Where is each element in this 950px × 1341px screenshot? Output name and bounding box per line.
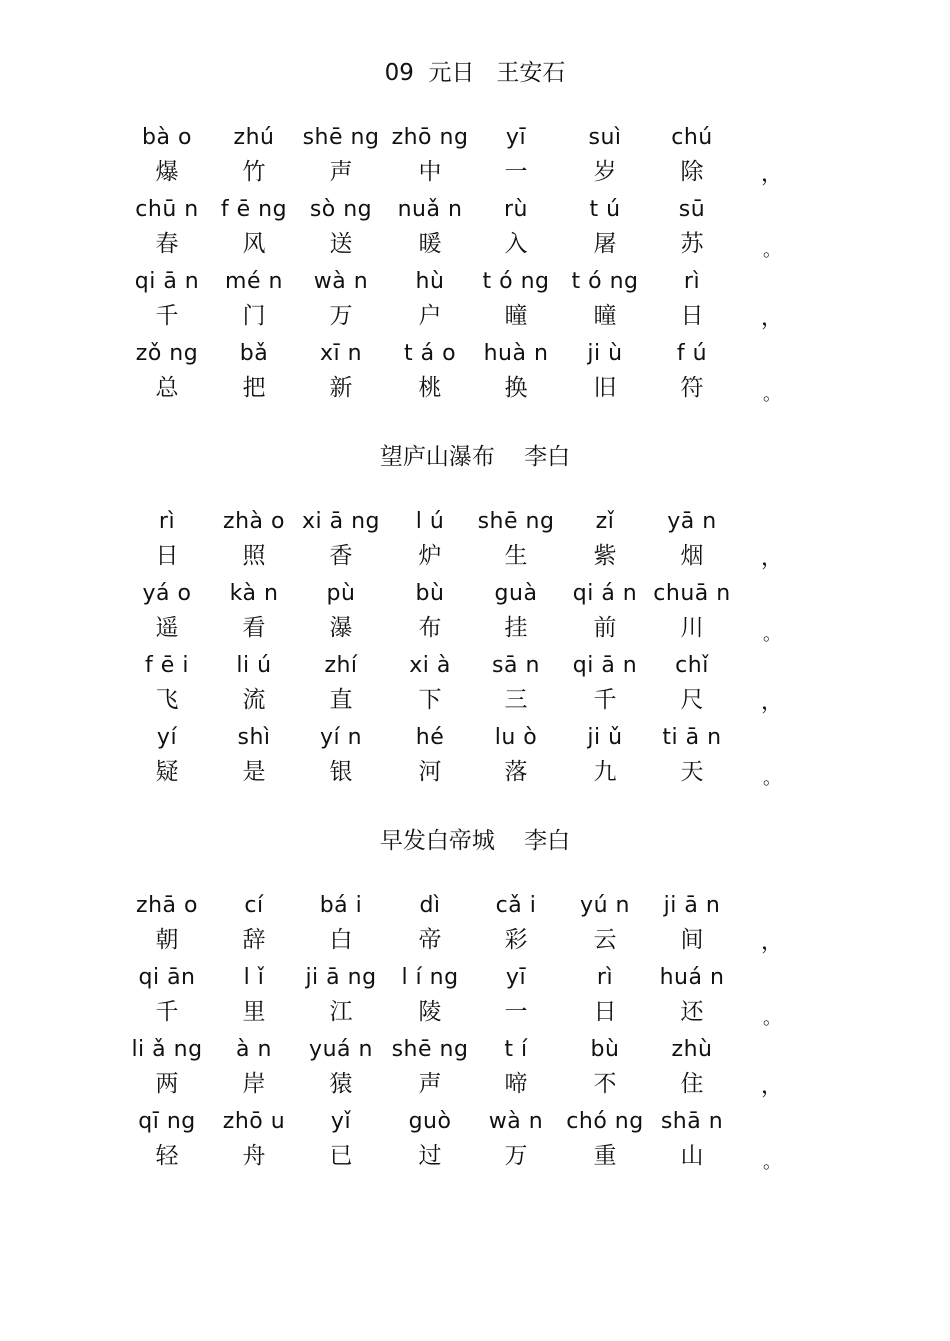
character-cell (123, 724, 211, 796)
character-cell (123, 124, 211, 196)
pinyin-label: yuá n (309, 1037, 373, 1062)
pinyin-label: rì (683, 269, 701, 294)
character-cell (386, 724, 474, 796)
pinyin-label: chú (671, 125, 713, 150)
hanzi-character: 重 (593, 1143, 617, 1169)
character-cell (561, 652, 649, 724)
hanzi-character: 千 (155, 999, 179, 1025)
poem-lines (0, 124, 950, 412)
comma-mark: ， (760, 1074, 783, 1099)
character-cell (472, 268, 560, 340)
pinyin-label: ji ā ng (305, 965, 377, 990)
pinyin-label: yí n (319, 725, 363, 750)
character-cell (210, 964, 298, 1036)
character-cell (210, 196, 298, 268)
pinyin-label: guà (494, 581, 538, 606)
character-cell (123, 580, 211, 652)
character-cell (472, 124, 560, 196)
character-cell (386, 124, 474, 196)
pinyin-label: sò ng (309, 197, 373, 222)
hanzi-character: 暖 (418, 231, 442, 257)
pinyin-label: wà n (488, 1109, 544, 1134)
character-cell (561, 1036, 649, 1108)
pinyin-label: chū n (135, 197, 199, 222)
pinyin-label: cí (244, 893, 264, 918)
poem-line (0, 196, 950, 268)
character-cell (648, 580, 736, 652)
pinyin-label: yí (156, 725, 178, 750)
pinyin-label: ti ā n (662, 725, 722, 750)
hanzi-character: 总 (155, 375, 179, 401)
pinyin-label: ji ǔ (587, 725, 623, 750)
character-cell (561, 268, 649, 340)
character-cell (648, 652, 736, 724)
character-cell (297, 892, 385, 964)
character-cell (648, 340, 736, 412)
comma-mark: ， (760, 690, 783, 715)
pinyin-label: zhō ng (391, 125, 469, 150)
poem-line (0, 964, 950, 1036)
character-cell (297, 1108, 385, 1180)
pinyin-label: t ó ng (482, 269, 550, 294)
character-cell (297, 340, 385, 412)
hanzi-character: 香 (329, 543, 353, 569)
pinyin-label: kà n (229, 581, 279, 606)
character-cell (648, 1036, 736, 1108)
pinyin-label: yǐ (330, 1109, 352, 1134)
pinyin-label: chǐ (675, 653, 709, 678)
hanzi-character: 新 (329, 375, 353, 401)
hanzi-character: 看 (242, 615, 266, 641)
hanzi-character: 川 (680, 615, 704, 641)
pinyin-label: huà n (483, 341, 549, 366)
hanzi-character: 天 (680, 759, 704, 785)
hanzi-character: 流 (242, 687, 266, 713)
hanzi-character: 入 (504, 231, 528, 257)
pinyin-label: guò (408, 1109, 452, 1134)
character-cell (648, 196, 736, 268)
character-cell (386, 580, 474, 652)
character-cell (386, 508, 474, 580)
character-cell (297, 124, 385, 196)
character-cell (561, 508, 649, 580)
pinyin-label: rì (158, 509, 176, 534)
pinyin-label: f ú (676, 341, 708, 366)
poem-line (0, 652, 950, 724)
pinyin-label: f ē i (145, 653, 189, 678)
pinyin-label: zǒ ng (135, 341, 199, 366)
character-cell (561, 196, 649, 268)
poem-line (0, 580, 950, 652)
character-cell (210, 124, 298, 196)
comma-mark: ， (760, 546, 783, 571)
pinyin-label: ji ā n (663, 893, 721, 918)
hanzi-character: 曈 (504, 303, 528, 329)
hanzi-character: 烟 (680, 543, 704, 569)
hanzi-character: 旧 (593, 375, 617, 401)
pinyin-label: zhà o (223, 509, 285, 534)
pinyin-label: pù (326, 581, 356, 606)
character-cell (561, 1108, 649, 1180)
hanzi-character: 过 (418, 1143, 442, 1169)
pinyin-label: qi ā n (134, 269, 200, 294)
character-cell (297, 268, 385, 340)
character-cell (297, 652, 385, 724)
period-mark: 。 (763, 1152, 781, 1173)
pinyin-label: qi ā n (572, 653, 638, 678)
hanzi-character: 春 (155, 231, 179, 257)
pinyin-label: t ú (589, 197, 621, 222)
character-cell (648, 964, 736, 1036)
hanzi-character: 前 (593, 615, 617, 641)
hanzi-character: 飞 (155, 687, 179, 713)
pinyin-label: huá n (659, 965, 725, 990)
character-cell (386, 964, 474, 1036)
pinyin-label: shì (237, 725, 271, 750)
pinyin-label: zhā o (136, 893, 198, 918)
character-cell (123, 892, 211, 964)
pinyin-label: bù (415, 581, 445, 606)
pinyin-label: t ó ng (571, 269, 639, 294)
hanzi-character: 住 (680, 1071, 704, 1097)
comma-mark: ， (760, 306, 783, 331)
character-cell (210, 724, 298, 796)
pinyin-label: xi à (409, 653, 451, 678)
hanzi-character: 下 (418, 687, 442, 713)
pinyin-label: rù (504, 197, 528, 222)
character-cell (123, 196, 211, 268)
hanzi-character: 一 (504, 159, 528, 185)
character-cell (561, 124, 649, 196)
pinyin-label: li ǎ ng (131, 1037, 203, 1062)
pinyin-label: xī n (319, 341, 363, 366)
pinyin-label: shē ng (391, 1037, 469, 1062)
hanzi-character: 日 (593, 999, 617, 1025)
poem-title: 早发白帝城 李白 (379, 828, 571, 854)
poem-line (0, 340, 950, 412)
hanzi-character: 遥 (155, 615, 179, 641)
pinyin-label: bù (590, 1037, 620, 1062)
hanzi-character: 三 (504, 687, 528, 713)
character-cell (210, 580, 298, 652)
pinyin-label: l í ng (401, 965, 459, 990)
hanzi-character: 声 (418, 1071, 442, 1097)
hanzi-character: 炉 (418, 543, 442, 569)
hanzi-character: 不 (593, 1071, 617, 1097)
hanzi-character: 彩 (504, 927, 528, 953)
pinyin-label: shē ng (302, 125, 380, 150)
character-cell (123, 1036, 211, 1108)
hanzi-character: 已 (329, 1143, 353, 1169)
pinyin-label: yú n (580, 893, 630, 918)
character-cell (386, 892, 474, 964)
hanzi-character: 生 (504, 543, 528, 569)
hanzi-character: 屠 (593, 231, 617, 257)
character-cell (210, 892, 298, 964)
pinyin-label: yá o (142, 581, 192, 606)
hanzi-character: 万 (329, 303, 353, 329)
hanzi-character: 把 (242, 375, 266, 401)
hanzi-character: 河 (418, 759, 442, 785)
pinyin-label: dì (419, 893, 441, 918)
period-mark: 。 (763, 624, 781, 645)
hanzi-character: 辞 (242, 927, 266, 953)
comma-mark: ， (760, 930, 783, 955)
hanzi-character: 桃 (418, 375, 442, 401)
poem-line (0, 1108, 950, 1180)
hanzi-character: 紫 (593, 543, 617, 569)
pinyin-label: ji ù (587, 341, 623, 366)
character-cell (210, 652, 298, 724)
period-mark: 。 (763, 384, 781, 405)
pinyin-label: hù (415, 269, 445, 294)
hanzi-character: 岸 (242, 1071, 266, 1097)
pinyin-label: sū (678, 197, 706, 222)
hanzi-character: 间 (680, 927, 704, 953)
character-cell (210, 268, 298, 340)
pinyin-label: shā n (660, 1109, 724, 1134)
character-cell (648, 1108, 736, 1180)
pinyin-label: bà o (142, 125, 192, 150)
pinyin-label: l ú (415, 509, 445, 534)
character-cell (472, 1036, 560, 1108)
pinyin-label: qi á n (572, 581, 638, 606)
hanzi-character: 朝 (155, 927, 179, 953)
hanzi-character: 曈 (593, 303, 617, 329)
poem-title: 望庐山瀑布 李白 (379, 444, 571, 470)
pinyin-label: t í (504, 1037, 528, 1062)
hanzi-character: 中 (418, 159, 442, 185)
character-cell (386, 196, 474, 268)
character-cell (472, 652, 560, 724)
character-cell (297, 964, 385, 1036)
hanzi-character: 门 (242, 303, 266, 329)
character-cell (561, 340, 649, 412)
character-cell (123, 508, 211, 580)
poem-line (0, 508, 950, 580)
character-cell (648, 508, 736, 580)
pinyin-label: yī (505, 965, 527, 990)
hanzi-character: 啼 (504, 1071, 528, 1097)
character-cell (386, 268, 474, 340)
hanzi-character: 云 (593, 927, 617, 953)
hanzi-character: 风 (242, 231, 266, 257)
hanzi-character: 爆 (155, 159, 179, 185)
character-cell (123, 268, 211, 340)
character-cell (648, 268, 736, 340)
pinyin-label: yā n (667, 509, 717, 534)
character-cell (297, 580, 385, 652)
character-cell (648, 724, 736, 796)
pinyin-label: chuā n (653, 581, 731, 606)
hanzi-character: 瀑 (329, 615, 353, 641)
character-cell (210, 1108, 298, 1180)
poem-line (0, 892, 950, 964)
character-cell (561, 580, 649, 652)
poem-line (0, 124, 950, 196)
hanzi-character: 舟 (242, 1143, 266, 1169)
character-cell (123, 1108, 211, 1180)
pinyin-label: yī (505, 125, 527, 150)
pinyin-label: qi ān (138, 965, 196, 990)
character-cell (210, 1036, 298, 1108)
character-cell (297, 1036, 385, 1108)
period-mark: 。 (763, 1008, 781, 1029)
hanzi-character: 日 (680, 303, 704, 329)
character-cell (472, 196, 560, 268)
hanzi-character: 符 (680, 375, 704, 401)
poem-line (0, 268, 950, 340)
character-cell (472, 580, 560, 652)
poem-line (0, 724, 950, 796)
pinyin-label: cǎ i (495, 893, 537, 918)
pinyin-label: hé (415, 725, 445, 750)
hanzi-character: 千 (593, 687, 617, 713)
pinyin-label: suì (588, 125, 622, 150)
hanzi-character: 日 (155, 543, 179, 569)
hanzi-character: 尺 (680, 687, 704, 713)
hanzi-character: 山 (680, 1143, 704, 1169)
hanzi-character: 两 (155, 1071, 179, 1097)
poem-line (0, 1036, 950, 1108)
character-cell (472, 1108, 560, 1180)
hanzi-character: 江 (329, 999, 353, 1025)
character-cell (472, 964, 560, 1036)
pinyin-label: zǐ (595, 509, 615, 534)
poem-title: 09 元日 王安石 (384, 60, 566, 86)
hanzi-character: 陵 (418, 999, 442, 1025)
hanzi-character: 疑 (155, 759, 179, 785)
hanzi-character: 一 (504, 999, 528, 1025)
hanzi-character: 竹 (242, 159, 266, 185)
hanzi-character: 轻 (155, 1143, 179, 1169)
character-cell (561, 892, 649, 964)
pinyin-label: l ǐ (243, 965, 265, 990)
hanzi-character: 户 (418, 303, 442, 329)
hanzi-character: 还 (680, 999, 704, 1025)
pinyin-label: xi ā ng (301, 509, 380, 534)
hanzi-character: 布 (418, 615, 442, 641)
comma-mark: ， (760, 162, 783, 187)
character-cell (297, 508, 385, 580)
character-cell (386, 652, 474, 724)
pinyin-label: mé n (225, 269, 283, 294)
pinyin-label: zhú (233, 125, 275, 150)
pinyin-label: zhō u (222, 1109, 286, 1134)
character-cell (123, 964, 211, 1036)
hanzi-character: 除 (680, 159, 704, 185)
character-cell (472, 340, 560, 412)
character-cell (386, 340, 474, 412)
character-cell (297, 724, 385, 796)
hanzi-character: 千 (155, 303, 179, 329)
hanzi-character: 猿 (329, 1071, 353, 1097)
character-cell (123, 340, 211, 412)
period-mark: 。 (763, 240, 781, 261)
character-cell (386, 1036, 474, 1108)
pinyin-label: nuǎ n (397, 197, 463, 222)
pinyin-label: sā n (492, 653, 540, 678)
pinyin-label: li ú (236, 653, 272, 678)
hanzi-character: 银 (329, 759, 353, 785)
hanzi-character: 挂 (504, 615, 528, 641)
hanzi-character: 照 (242, 543, 266, 569)
pinyin-label: zhù (671, 1037, 713, 1062)
hanzi-character: 万 (504, 1143, 528, 1169)
pinyin-label: rì (596, 965, 614, 990)
character-cell (472, 724, 560, 796)
hanzi-character: 是 (242, 759, 266, 785)
pinyin-label: shē ng (477, 509, 555, 534)
hanzi-character: 落 (504, 759, 528, 785)
hanzi-character: 声 (329, 159, 353, 185)
pinyin-label: wà n (313, 269, 369, 294)
character-cell (472, 508, 560, 580)
character-cell (210, 508, 298, 580)
pinyin-label: qī ng (138, 1109, 196, 1134)
pinyin-label: à n (236, 1037, 272, 1062)
character-cell (648, 124, 736, 196)
hanzi-character: 帝 (418, 927, 442, 953)
poem-lines (0, 508, 950, 796)
hanzi-character: 换 (504, 375, 528, 401)
pinyin-label: f ē ng (220, 197, 288, 222)
pinyin-label: bǎ (239, 341, 269, 366)
character-cell (472, 892, 560, 964)
pinyin-label: chó ng (566, 1109, 644, 1134)
hanzi-character: 九 (593, 759, 617, 785)
character-cell (648, 892, 736, 964)
character-cell (297, 196, 385, 268)
pinyin-label: t á o (403, 341, 457, 366)
pinyin-label: lu ò (494, 725, 538, 750)
hanzi-character: 直 (329, 687, 353, 713)
character-cell (561, 964, 649, 1036)
hanzi-character: 苏 (680, 231, 704, 257)
hanzi-character: 白 (329, 927, 353, 953)
hanzi-character: 岁 (593, 159, 617, 185)
character-cell (561, 724, 649, 796)
pinyin-label: bá i (319, 893, 363, 918)
poem-lines (0, 892, 950, 1180)
period-mark: 。 (763, 768, 781, 789)
character-cell (210, 340, 298, 412)
pinyin-label: zhí (324, 653, 358, 678)
hanzi-character: 里 (242, 999, 266, 1025)
character-cell (123, 652, 211, 724)
hanzi-character: 送 (329, 231, 353, 257)
character-cell (386, 1108, 474, 1180)
